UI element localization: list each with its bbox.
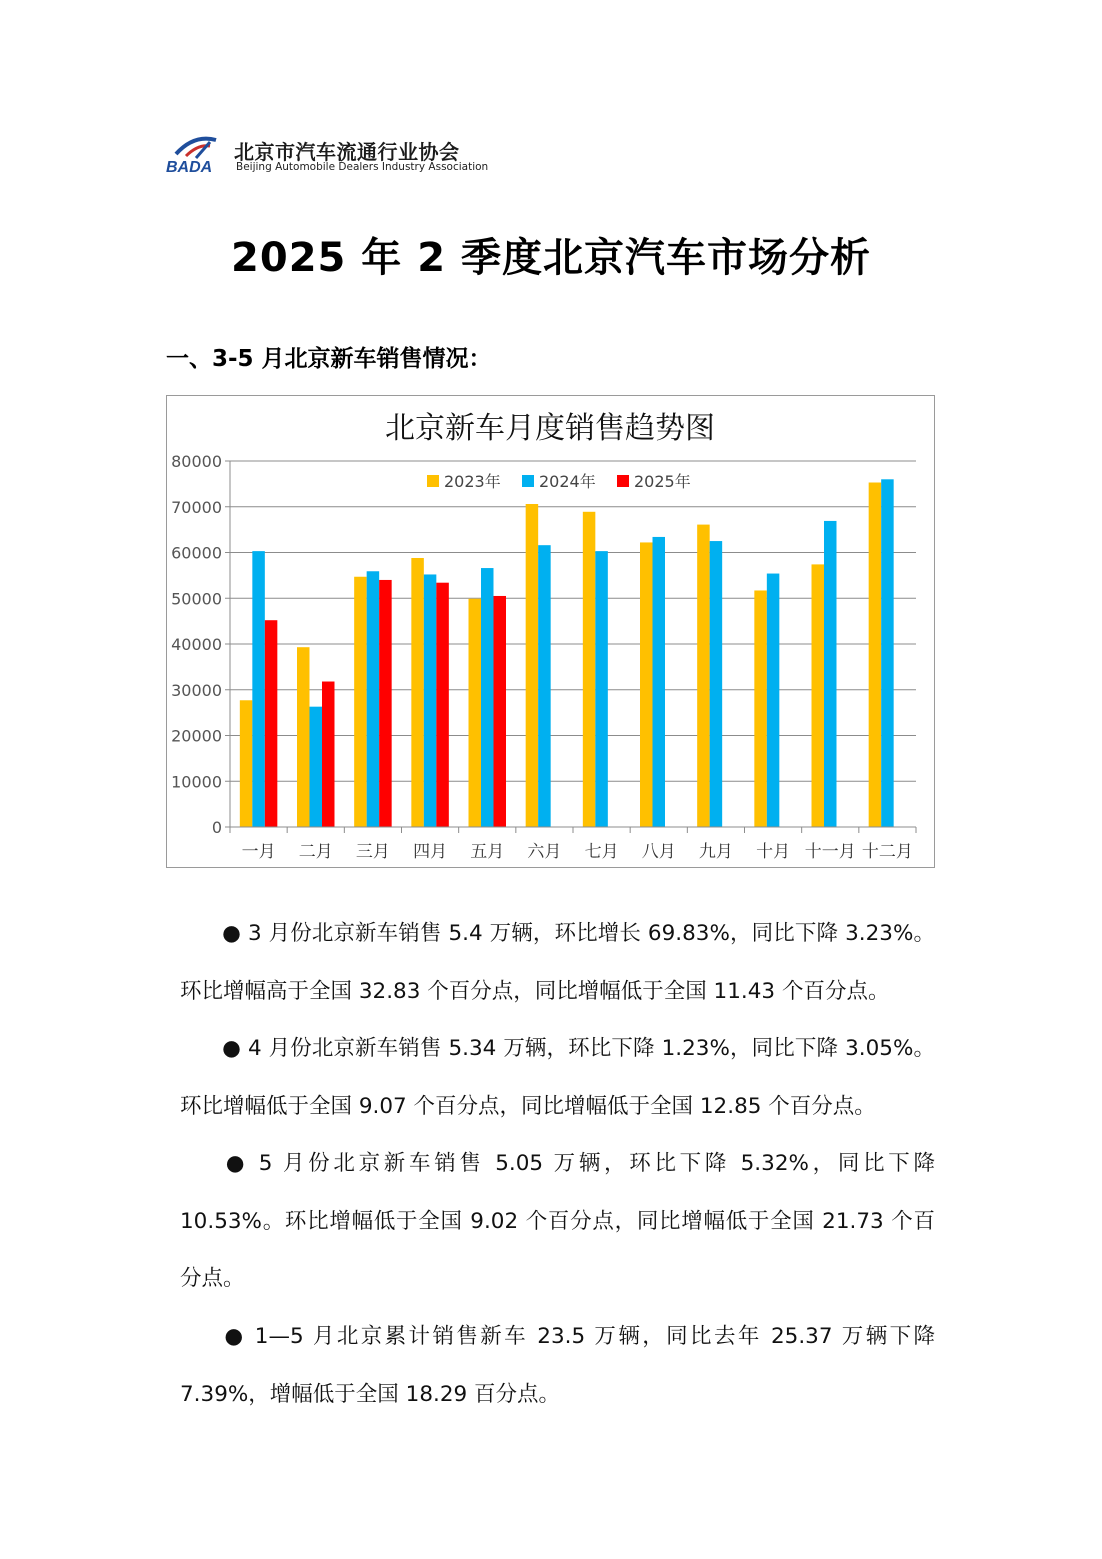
y-tick-label: 30000 <box>171 680 222 700</box>
legend-label-2023年: 2023年 <box>444 472 501 491</box>
bar-2024年-十二月 <box>881 479 894 827</box>
bar-2024年-四月 <box>424 574 437 827</box>
bar-2023年-八月 <box>640 542 653 827</box>
bar-2024年-十月 <box>767 574 780 827</box>
y-tick-label: 70000 <box>171 497 222 517</box>
x-tick-label: 三月 <box>355 842 390 862</box>
paragraph-march <box>180 905 935 1020</box>
legend-swatch-2024年 <box>522 475 534 487</box>
bar-2023年-九月 <box>697 525 710 827</box>
bar-2024年-六月 <box>538 545 551 827</box>
bar-2025年-四月 <box>436 583 449 827</box>
bar-2023年-十一月 <box>812 564 825 827</box>
bar-2024年-一月 <box>252 551 265 827</box>
bar-2023年-二月 <box>297 647 310 827</box>
bar-2024年-十一月 <box>824 521 837 827</box>
legend-label-2024年: 2024年 <box>539 472 596 491</box>
chart-title: 北京新车月度销售趋势图 <box>385 411 715 446</box>
x-tick-label: 十月 <box>756 842 791 862</box>
org-logo <box>166 132 489 176</box>
bar-2023年-一月 <box>240 700 253 827</box>
org-name-cn: 北京市汽车流通行业协会 <box>234 140 460 164</box>
x-tick-label: 九月 <box>698 842 733 862</box>
org-name-en: Beijing Automobile Dealers Industry Association <box>236 161 489 173</box>
bar-2023年-六月 <box>526 504 539 827</box>
bar-2025年-五月 <box>494 596 507 827</box>
y-tick-label: 80000 <box>171 452 222 471</box>
paragraph-april-text: ● 4 月份北京新车销售 5.34 万辆，环比下降 1.23%，同比下降 3.05%。环比增幅低于全国 9.07 个百分点，同比增幅低于全国 12.85 个百分点。 <box>180 1036 935 1119</box>
x-tick-label: 一月 <box>241 842 276 862</box>
x-tick-label: 八月 <box>641 842 676 862</box>
sales-chart <box>166 395 935 868</box>
sales-bar-chart <box>167 396 934 867</box>
paragraph-april <box>180 1020 935 1135</box>
y-tick-label: 40000 <box>171 635 222 654</box>
bada-logo-icon <box>166 132 226 176</box>
x-tick-label: 六月 <box>527 842 562 862</box>
x-tick-label: 十二月 <box>861 842 913 862</box>
document-title: 2025 年 2 季度北京汽车市场分析 <box>231 235 871 281</box>
bar-2024年-九月 <box>710 541 723 827</box>
bar-2023年-七月 <box>583 512 596 827</box>
bar-2024年-七月 <box>595 551 608 827</box>
x-tick-label: 七月 <box>584 842 619 862</box>
paragraph-may <box>180 1135 935 1308</box>
paragraph-cumulative-text: ● 1—5 月北京累计销售新车 23.5 万辆，同比去年 25.37 万辆下降 7.39%，增幅低于全国 18.29 百分点。 <box>180 1324 935 1407</box>
legend-label-2025年: 2025年 <box>634 472 691 491</box>
x-tick-label: 二月 <box>298 842 333 862</box>
bar-2025年-三月 <box>379 580 392 827</box>
y-tick-label: 20000 <box>171 726 222 746</box>
y-tick-label: 50000 <box>171 589 222 609</box>
bar-2023年-五月 <box>469 599 482 827</box>
bar-2023年-十月 <box>754 590 767 827</box>
legend-swatch-2023年 <box>427 475 439 487</box>
y-tick-label: 0 <box>211 818 222 837</box>
chart-bars <box>240 479 894 827</box>
chart-legend <box>427 472 691 491</box>
x-tick-label: 十一月 <box>804 842 856 862</box>
bar-2024年-八月 <box>653 537 666 827</box>
bar-2023年-十二月 <box>869 483 882 827</box>
paragraph-cumulative <box>180 1308 935 1423</box>
bar-2023年-三月 <box>354 577 367 827</box>
section-heading: 一、3-5 月北京新车销售情况： <box>166 346 492 372</box>
x-tick-label: 五月 <box>470 842 505 862</box>
bar-2024年-二月 <box>310 707 323 827</box>
x-tick-label: 四月 <box>413 842 448 862</box>
bar-2025年-一月 <box>265 620 278 827</box>
bar-2025年-二月 <box>322 682 335 827</box>
bar-2024年-三月 <box>367 571 380 827</box>
bar-2024年-五月 <box>481 568 494 827</box>
paragraph-march-text: ● 3 月份北京新车销售 5.4 万辆，环比增长 69.83%，同比下降 3.23%。环比增幅高于全国 32.83 个百分点，同比增幅低于全国 11.43 个百分点。 <box>180 921 935 1004</box>
legend-swatch-2025年 <box>617 475 629 487</box>
paragraph-may-text: ● 5 月份北京新车销售 5.05 万辆，环比下降 5.32%，同比下降 10.53%。环比增幅低于全国 9.02 个百分点，同比增幅低于全国 21.73 个百分点。 <box>180 1151 935 1291</box>
logo-text: BADA <box>166 159 213 176</box>
y-tick-label: 10000 <box>171 772 222 792</box>
bar-2023年-四月 <box>411 558 424 827</box>
y-tick-label: 60000 <box>171 543 222 563</box>
